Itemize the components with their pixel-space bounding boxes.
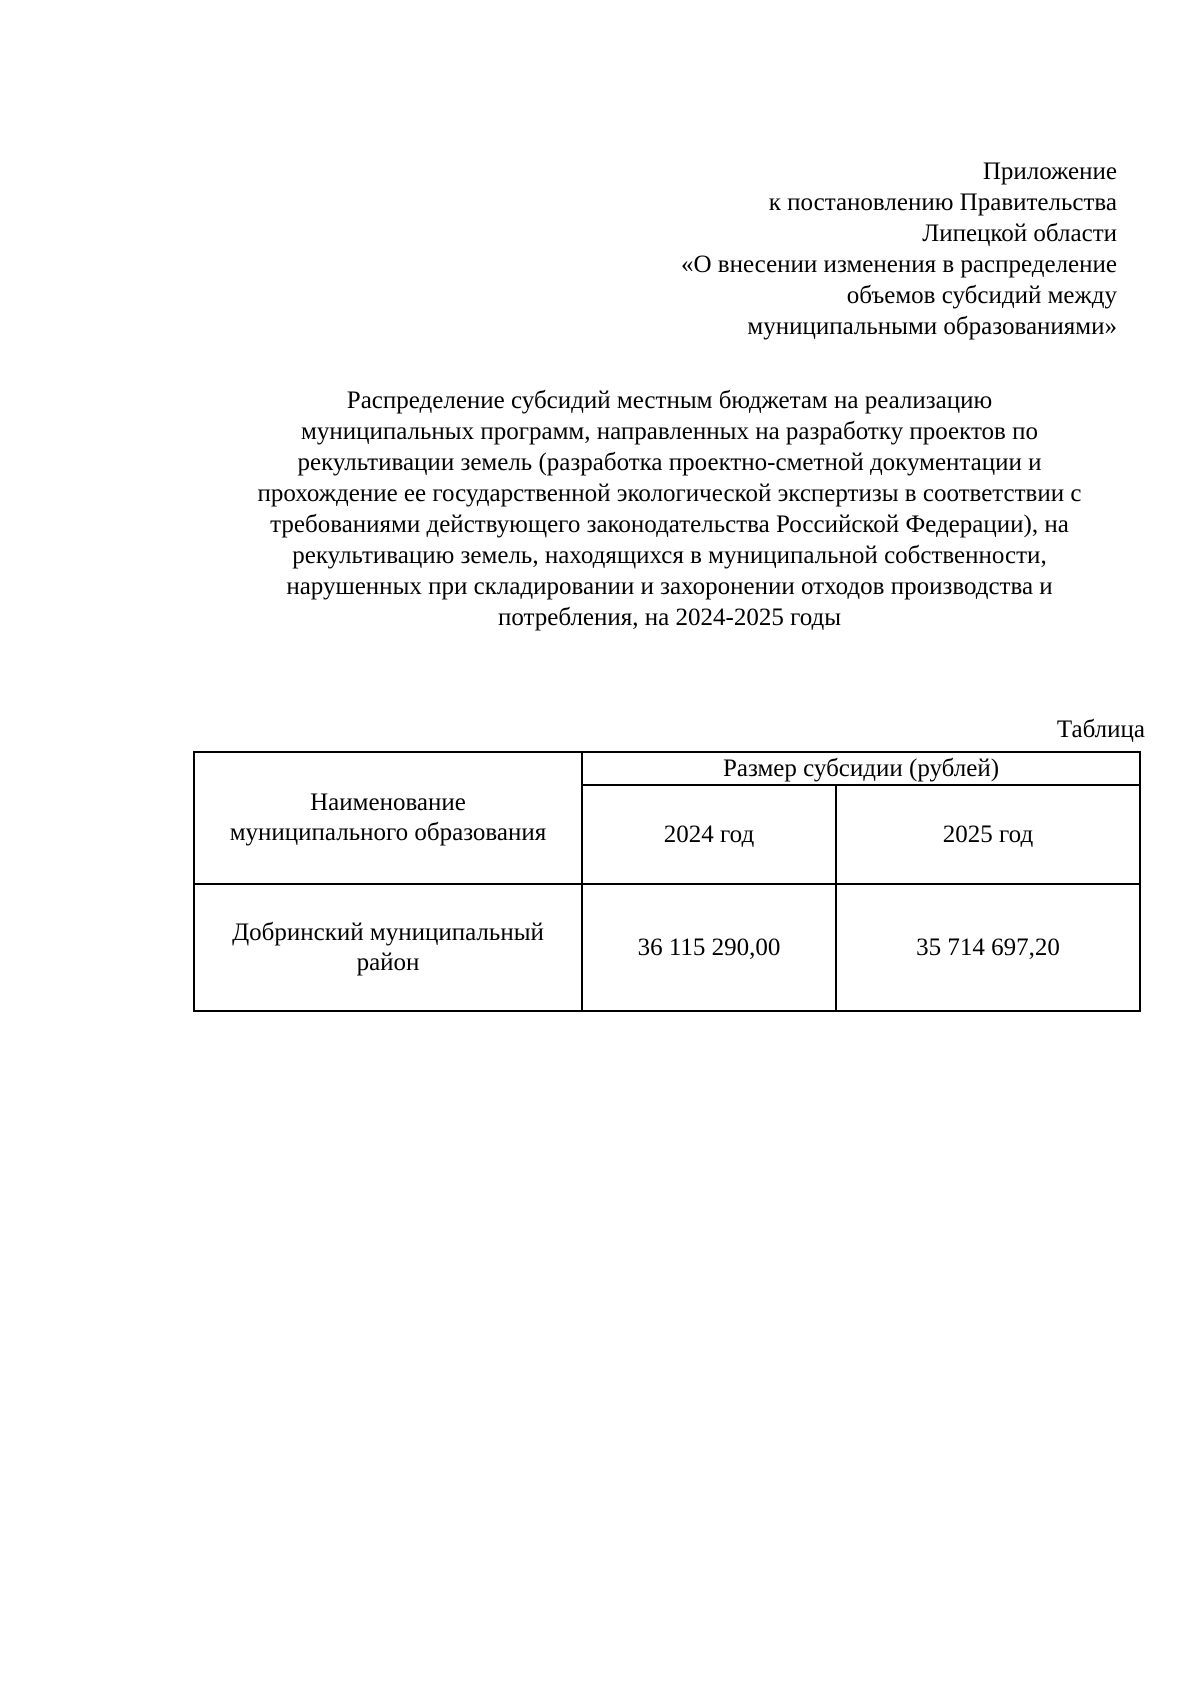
table-row	[194, 884, 1140, 1011]
header-municipality-name	[194, 752, 582, 884]
title-line: нарушенных при складировании и захоронении отходов производства и	[286, 573, 1053, 600]
appendix-line: муниципальными образованиями»	[747, 313, 1117, 340]
appendix-line: Приложение	[982, 158, 1117, 185]
title-line: рекультивации земель (разработка проектно-сметной документации и	[297, 449, 1042, 476]
cell-municipality	[194, 884, 582, 1011]
subsidy-table	[193, 751, 1141, 1012]
appendix-line: «О внесении изменения в распределение	[680, 251, 1117, 278]
municipality-name-line: Добринский муниципальный	[232, 918, 544, 946]
title-line: потребления, на 2024-2025 годы	[497, 604, 842, 631]
header-subsidy-size: Размер субсидии (рублей)	[582, 752, 1140, 785]
appendix-block	[681, 156, 1117, 342]
title-line: рекультивацию земель, находящихся в муниципальной собственности,	[292, 542, 1047, 569]
table-header-row	[194, 752, 1140, 785]
table-label: Таблица	[1056, 716, 1145, 743]
appendix-line: к постановлению Правительства	[768, 189, 1117, 216]
title-line: прохождение ее государственной экологической экспертизы в соответствии с	[257, 480, 1082, 507]
document-title	[182, 385, 1157, 633]
header-year-2024: 2024 год	[582, 785, 836, 884]
appendix-line: Липецкой области	[922, 220, 1117, 247]
cell-amount-2025: 35 714 697,20	[836, 884, 1140, 1011]
header-name-line: Наименование	[310, 789, 466, 816]
header-name-line: муниципального образования	[229, 819, 547, 846]
municipality-name-line: район	[356, 948, 420, 976]
appendix-line: объемов субсидий между	[846, 282, 1117, 309]
title-line: Распределение субсидий местным бюджетам на реализацию	[346, 387, 993, 414]
title-line: требованиями действующего законодательства Российской Федерации), на	[270, 511, 1069, 538]
cell-amount-2024: 36 115 290,00	[582, 884, 836, 1011]
title-line: муниципальных программ, направленных на разработку проектов по	[301, 418, 1038, 445]
header-year-2025: 2025 год	[836, 785, 1140, 884]
